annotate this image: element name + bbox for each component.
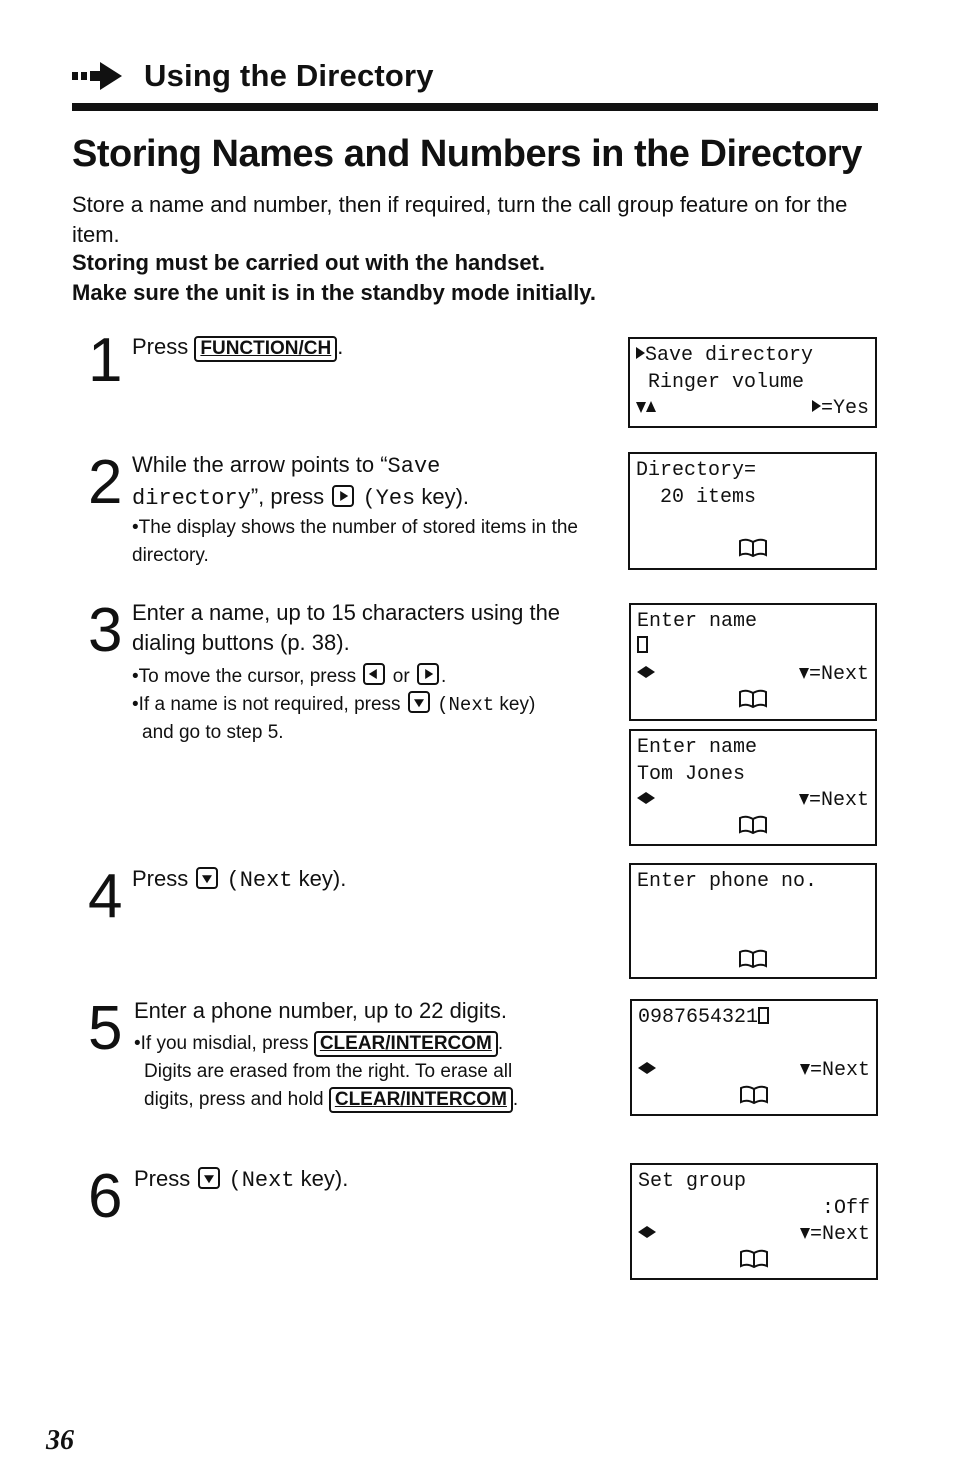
display-5-row1: Enter phone no.: [637, 870, 818, 893]
step-2-save: Save: [387, 454, 441, 479]
display-2-row2: 20 items: [636, 485, 757, 509]
step-3-sub: [132, 663, 612, 747]
right-arrow-icon: [812, 400, 821, 412]
step-5-sub3b: .: [512, 1089, 519, 1110]
left-key-icon: [363, 663, 385, 685]
step-6-next: (Next: [228, 1168, 295, 1193]
step-3-sub2a: •If a name is not required, press: [132, 694, 401, 715]
book-icon: [738, 815, 768, 835]
display-6-row1: 0987654321: [638, 1006, 759, 1029]
clear-intercom-key-hold: CLEAR/INTERCOM: [329, 1087, 513, 1113]
step-3-next: (Next: [437, 694, 495, 716]
display-enter-phone: [629, 863, 877, 979]
display-3-row3: =Next: [808, 663, 869, 686]
step-number-6: 6: [88, 1162, 123, 1231]
note-standby: Make sure the unit is in the standby mode initially.: [72, 280, 597, 305]
book-icon: [739, 1249, 769, 1269]
display-4-row2: Tom Jones: [637, 762, 746, 786]
down-arrow-icon: [799, 668, 809, 679]
cursor-icon: [758, 1007, 769, 1024]
display-7-row3: =Next: [809, 1223, 870, 1246]
display-phone-number: [630, 999, 878, 1116]
step-2-sub: •The display shows the number of stored items in the directory.: [132, 517, 578, 566]
left-arrow-icon: [637, 666, 646, 678]
header-rule: [72, 103, 878, 111]
step-number-2: 2: [88, 448, 123, 517]
step-number-1: 1: [88, 326, 123, 395]
step-5-sub3a: digits, press and hold: [144, 1089, 324, 1110]
display-4-row1: Enter name: [637, 736, 758, 759]
step-number-5: 5: [88, 994, 123, 1063]
right-arrow-icon: [646, 792, 655, 804]
right-key-icon: [417, 663, 439, 685]
down-arrow-icon: [800, 1064, 810, 1075]
step-2-t2: ”, press: [250, 484, 325, 509]
left-arrow-icon: [638, 1226, 647, 1238]
down-arrow-icon: [799, 794, 809, 805]
display-save-directory: [628, 337, 877, 428]
step-2-yes: (Yes: [362, 486, 416, 511]
step-4-end: key).: [298, 866, 347, 891]
step-3-sub1a: •To move the cursor, press: [132, 666, 357, 687]
down-arrow-icon: [636, 402, 646, 413]
display-enter-name: [629, 603, 877, 721]
step-3-sub1c: .: [440, 666, 447, 687]
step-1-end: .: [337, 334, 344, 359]
step-1-text: [132, 332, 343, 362]
pointer-arrow-icon: [636, 347, 645, 359]
display-enter-name-filled: [629, 729, 877, 846]
down-key-icon: [408, 691, 430, 713]
display-7-row1: Set group: [638, 1170, 747, 1193]
step-2-text: [132, 450, 602, 514]
step-1-press: Press: [132, 334, 189, 359]
display-directory-count: [628, 452, 877, 570]
step-5-sub2: Digits are erased from the right. To erase all: [144, 1061, 513, 1082]
right-arrow-icon: [647, 1062, 656, 1074]
book-icon: [738, 538, 768, 558]
step-2-t1: While the arrow points to “: [132, 452, 388, 477]
step-2-t3: key).: [421, 484, 470, 509]
section-title: Using the Directory: [144, 58, 434, 93]
step-2-directory: directory: [132, 486, 251, 511]
page-title: Storing Names and Numbers in the Directory: [72, 133, 862, 175]
step-4-text: [132, 864, 346, 896]
step-number-3: 3: [88, 596, 123, 665]
cursor-icon: [637, 636, 648, 653]
book-icon: [738, 949, 768, 969]
clear-intercom-key: CLEAR/INTERCOM: [314, 1031, 498, 1057]
step-number-4: 4: [88, 862, 123, 931]
step-3-sub2b: key): [499, 694, 536, 715]
down-arrow-icon: [800, 1228, 810, 1239]
page-number: 36: [46, 1425, 74, 1456]
display-2-row1: Directory=: [636, 459, 757, 482]
display-1-row1: Save directory: [645, 344, 814, 367]
display-3-row1: Enter name: [637, 610, 758, 633]
up-arrow-icon: [646, 401, 656, 412]
step-5-text: Enter a phone number, up to 22 digits.: [134, 998, 508, 1023]
step-4-next: (Next: [226, 868, 293, 893]
section-header: [72, 55, 434, 97]
down-key-icon: [198, 1167, 220, 1189]
display-6-row3: =Next: [809, 1059, 870, 1082]
intro-text: Store a name and number, then if required, turn the call group feature on for the item.: [72, 192, 848, 247]
display-1-row3: =Yes: [820, 397, 869, 420]
right-arrow-icon: [646, 666, 655, 678]
down-key-icon: [196, 867, 218, 889]
display-1-row2: Ringer volume: [636, 370, 805, 394]
step-4-press: Press: [132, 866, 189, 891]
step-3-sub2c: and go to step 5.: [142, 722, 284, 743]
left-arrow-icon: [638, 1062, 647, 1074]
step-5-sub: [134, 1030, 604, 1114]
left-arrow-icon: [637, 792, 646, 804]
book-icon: [738, 689, 768, 709]
step-6-end: key).: [300, 1166, 349, 1191]
display-7-row2: :Off: [821, 1196, 870, 1220]
note-handset: Storing must be carried out with the handset.: [72, 250, 546, 275]
book-icon: [739, 1085, 769, 1105]
display-4-row3: =Next: [808, 789, 869, 812]
display-set-group: [630, 1163, 878, 1280]
step-3-text: Enter a name, up to 15 characters using the dialing buttons (p. 38).: [132, 600, 561, 655]
step-6-press: Press: [134, 1166, 191, 1191]
function-ch-key: FUNCTION/CH: [194, 336, 337, 362]
step-3-sub1b: or: [392, 666, 410, 687]
right-arrow-icon: [647, 1226, 656, 1238]
step-5-sub1b: .: [497, 1033, 504, 1054]
step-5-sub1a: •If you misdial, press: [134, 1033, 309, 1054]
arrow-right-icon: [72, 62, 122, 90]
step-6-text: [134, 1164, 348, 1196]
right-key-icon: [332, 485, 354, 507]
